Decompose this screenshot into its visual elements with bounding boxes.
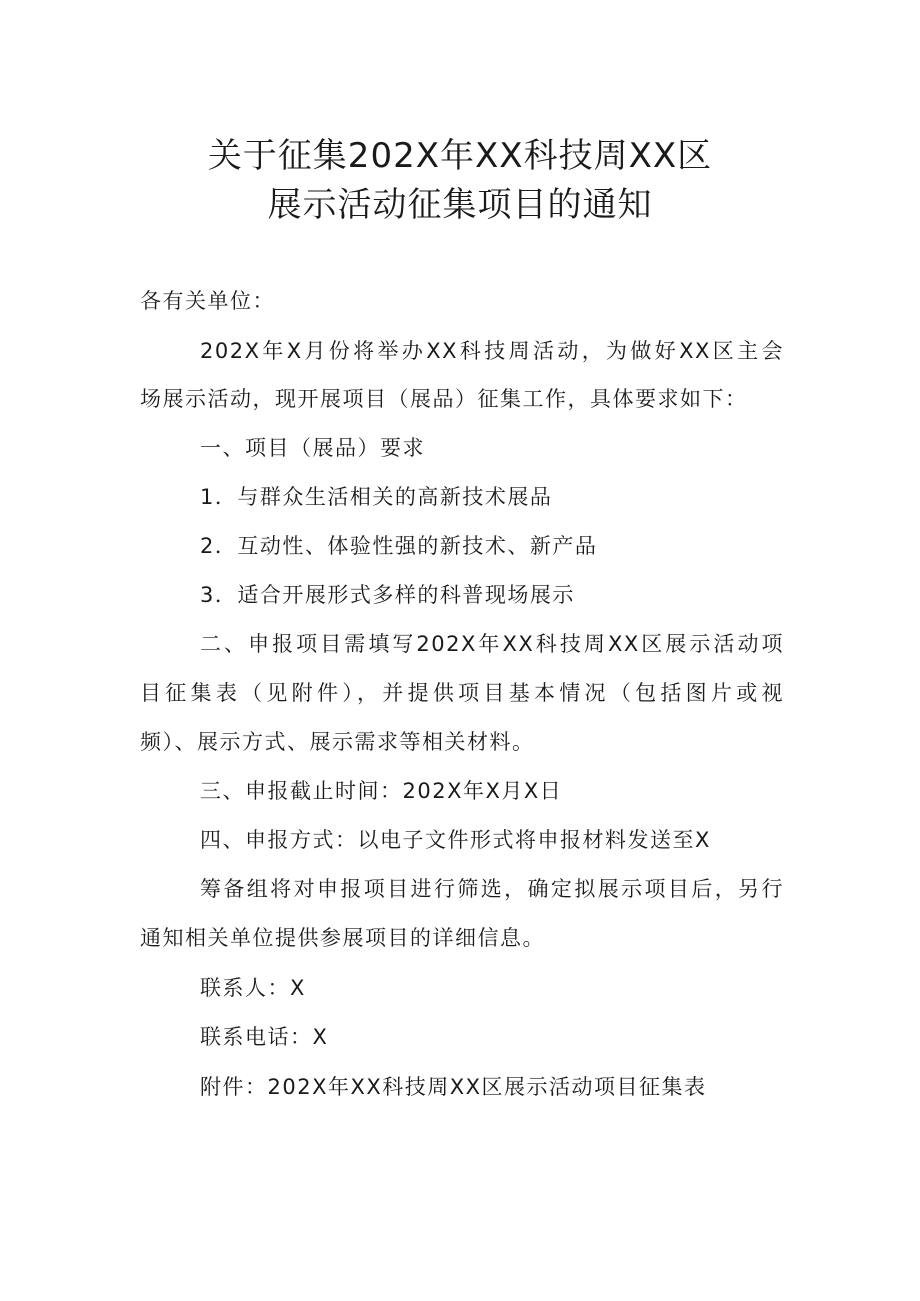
screening-line-1: 筹备组将对申报项目进行筛选，确定拟展示项目后，另行 [200, 877, 784, 901]
document-title-line-1: 关于征集202X年XX科技周XX区 [207, 136, 713, 176]
intro-paragraph-line-2: 场展示活动，现开展项目（展品）征集工作，具体要求如下： [140, 387, 748, 411]
section-2-line-2: 目征集表（见附件），并提供项目基本情况（包括图片或视 [140, 681, 784, 705]
section-3-deadline: 三、申报截止时间：202X年X月X日 [200, 779, 563, 803]
section-2-line-1: 二、申报项目需填写202X年XX科技周XX区展示活动项 [200, 632, 784, 656]
screening-line-2: 通知相关单位提供参展项目的详细信息。 [140, 926, 545, 950]
requirement-item-2: 2．互动性、体验性强的新技术、新产品 [200, 534, 598, 558]
section-4-submission: 四、申报方式：以电子文件形式将申报材料发送至X [200, 828, 711, 852]
salutation: 各有关单位： [140, 289, 275, 313]
contact-person: 联系人：X [200, 976, 306, 1000]
section-2-line-3: 频）、展示方式、展示需求等相关材料。 [140, 730, 535, 754]
requirement-item-1: 1．与群众生活相关的高新技术展品 [200, 485, 553, 509]
document-title-line-2: 展示活动征集项目的通知 [267, 185, 653, 225]
contact-phone: 联系电话：X [200, 1025, 329, 1049]
section-1-heading: 一、项目（展品）要求 [200, 436, 425, 460]
intro-paragraph-line-1: 202X年X月份将举办XX科技周活动，为做好XX区主会 [200, 339, 784, 363]
requirement-item-3: 3．适合开展形式多样的科普现场展示 [200, 583, 575, 607]
attachment-note: 附件：202X年XX科技周XX区展示活动项目征集表 [200, 1075, 707, 1099]
